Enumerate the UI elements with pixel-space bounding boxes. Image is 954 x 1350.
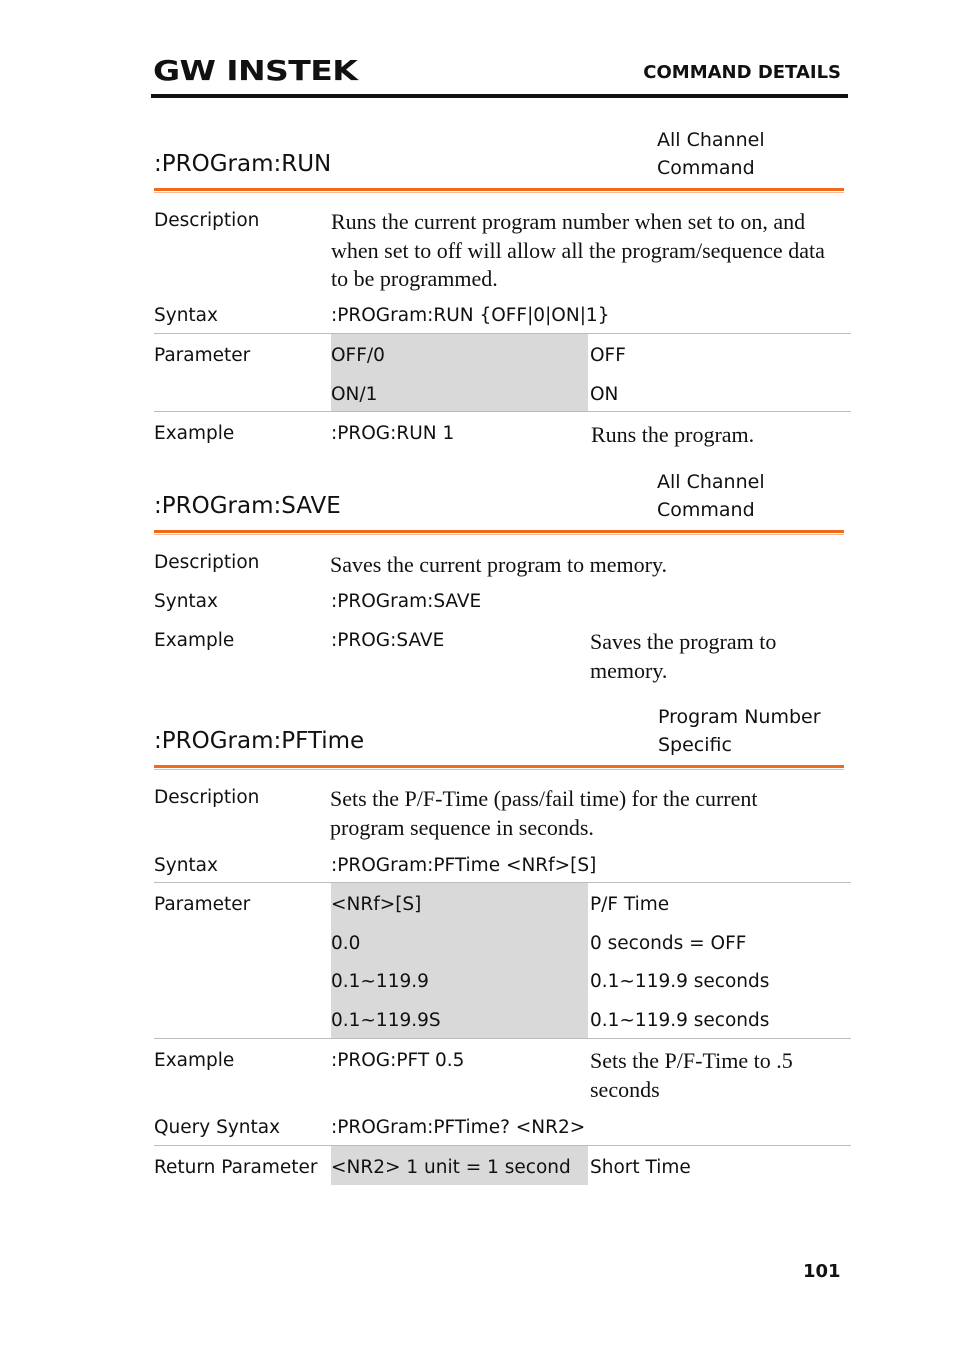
command-scope-line2: Command <box>657 499 755 521</box>
example-label: Example <box>154 1050 235 1071</box>
parameter-meaning: OFF <box>590 345 626 366</box>
parameter-value: 0.0 <box>331 933 361 954</box>
parameter-meaning: 0.1~119.9 seconds <box>590 1010 770 1031</box>
description-text: Saves the current program to memory. <box>330 552 668 577</box>
header-rule <box>151 94 848 98</box>
command-scope-line2: Specific <box>658 734 732 756</box>
parameter-meaning: P/F Time <box>590 894 670 915</box>
command-title-pftime: :PROGram:PFTime <box>154 728 365 754</box>
command-scope-line2: Command <box>657 157 755 179</box>
example-text: :PROG:PFT 0.5 <box>331 1050 465 1071</box>
command-scope-line1: Program Number <box>658 706 821 728</box>
return-parameter-value: <NR2> 1 unit = 1 second <box>331 1157 571 1178</box>
query-syntax-text: :PROGram:PFTime? <NR2> <box>331 1117 586 1138</box>
description-text: Sets the P/F-Time (pass/fail time) for the current program sequence in seconds. <box>330 786 758 840</box>
table-rule <box>154 411 851 412</box>
command-title-save: :PROGram:SAVE <box>154 493 341 519</box>
parameter-value: 0.1~119.9S <box>331 1010 441 1031</box>
syntax-label: Syntax <box>154 591 218 612</box>
example-label: Example <box>154 423 235 444</box>
example-note: Saves the program to memory. <box>590 629 777 683</box>
command-title-run: :PROGram:RUN <box>154 151 332 177</box>
page-number: 101 <box>803 1261 841 1282</box>
return-parameter-meaning: Short Time <box>590 1157 691 1178</box>
title-rule <box>154 765 844 768</box>
gw-instek-logo: GW INSTEK <box>153 54 358 87</box>
parameter-value: <NRf>[S] <box>331 894 422 915</box>
parameter-value: ON/1 <box>331 384 378 405</box>
syntax-label: Syntax <box>154 305 218 326</box>
command-scope-line1: All Channel <box>657 129 765 151</box>
example-note: Runs the program. <box>591 422 755 447</box>
title-rule <box>154 188 844 191</box>
parameter-value: 0.1~119.9 <box>331 971 429 992</box>
parameter-label: Parameter <box>154 345 251 366</box>
table-rule <box>154 1038 851 1039</box>
syntax-text: :PROGram:SAVE <box>331 591 482 612</box>
command-scope-line1: All Channel <box>657 471 765 493</box>
parameter-label: Parameter <box>154 894 251 915</box>
parameter-value: OFF/0 <box>331 345 385 366</box>
example-text: :PROG:SAVE <box>331 630 445 651</box>
title-rule <box>154 530 844 533</box>
example-note: Sets the P/F-Time to .5 seconds <box>590 1048 793 1102</box>
syntax-text: :PROGram:PFTime <NRf>[S] <box>331 855 597 876</box>
description-label: Description <box>154 210 260 231</box>
description-label: Description <box>154 787 260 808</box>
syntax-label: Syntax <box>154 855 218 876</box>
example-label: Example <box>154 630 235 651</box>
parameter-meaning: 0 seconds = OFF <box>590 933 747 954</box>
section-header: COMMAND DETAILS <box>643 62 841 83</box>
description-text: Runs the current program number when set to on, and when set to off will allow all the program/sequence data to be programmed. <box>331 209 825 291</box>
query-syntax-label: Query Syntax <box>154 1117 281 1138</box>
parameter-meaning: 0.1~119.9 seconds <box>590 971 770 992</box>
return-parameter-label: Return Parameter <box>154 1157 318 1178</box>
description-label: Description <box>154 552 260 573</box>
example-text: :PROG:RUN 1 <box>331 423 455 444</box>
parameter-meaning: ON <box>590 384 619 405</box>
syntax-text: :PROGram:RUN {OFF|0|ON|1} <box>331 305 610 326</box>
